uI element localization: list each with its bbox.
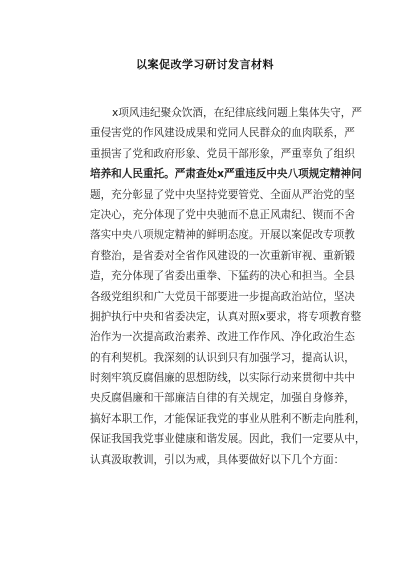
document-title: 以案促改学习研讨发言材料 [136,58,274,71]
body-line: 的有利契机。我深刻的认识到只有加强学习，提高认识， [90,351,355,364]
body-line: 认真汲取教训，引以为戒，具体要做好以下几个方面： [90,453,345,466]
body-line: 各级党组织和广大党员干部要进一步提高政治站位，坚决 [90,290,355,303]
body-line: 育整治，是省委对全省作风建设的一次重新审视、重新锻 [90,249,355,262]
body-line: 央反腐倡廉和干部廉洁自律的有关规定，加强自身修养， [90,392,355,405]
body-line: 保证我国我党事业健康和谐发展。因此，我们一定要从中， [90,433,366,446]
body-line: 搞好本职工作，才能保证我党的事业从胜利不断走向胜利， [90,412,366,425]
body-line: 造，充分体现了省委出重拳、下猛药的决心和担当。全县 [90,270,355,283]
body-line: 定决心，充分体现了党中央驰而不息正风肃纪、锲而不舍 [90,208,355,221]
body-line: 时刻牢筑反腐倡廉的思想防线，以实际行动来贯彻中共中 [90,372,355,385]
body-line: x项风违纪聚众饮酒，在纪律底线问题上集体失守，严 [112,107,362,119]
body-line: 落实中央八项规定精神的鲜明态度。开展以案促改专项教 [90,229,355,242]
document-body [90,103,380,470]
body-line: 重侵害党的作风建设成果和党同人民群众的血肉联系，严 [90,127,355,140]
body-line: 拥护执行中央和省委决定，认真对照x要求，将专项教育整 [90,310,362,323]
body-line: 培养和人民重托。严肃查处x严重违反中央八项规定精神问 [90,168,362,181]
body-line: 治作为一次提高政治素养、改进工作作风、净化政治生态 [90,331,355,344]
body-line: 题，充分彰显了党中央坚持党要管党、全面从严治党的坚 [90,188,355,201]
body-line: 重损害了党和政府形象、党员干部形象，严重辜负了组织 [90,147,355,160]
